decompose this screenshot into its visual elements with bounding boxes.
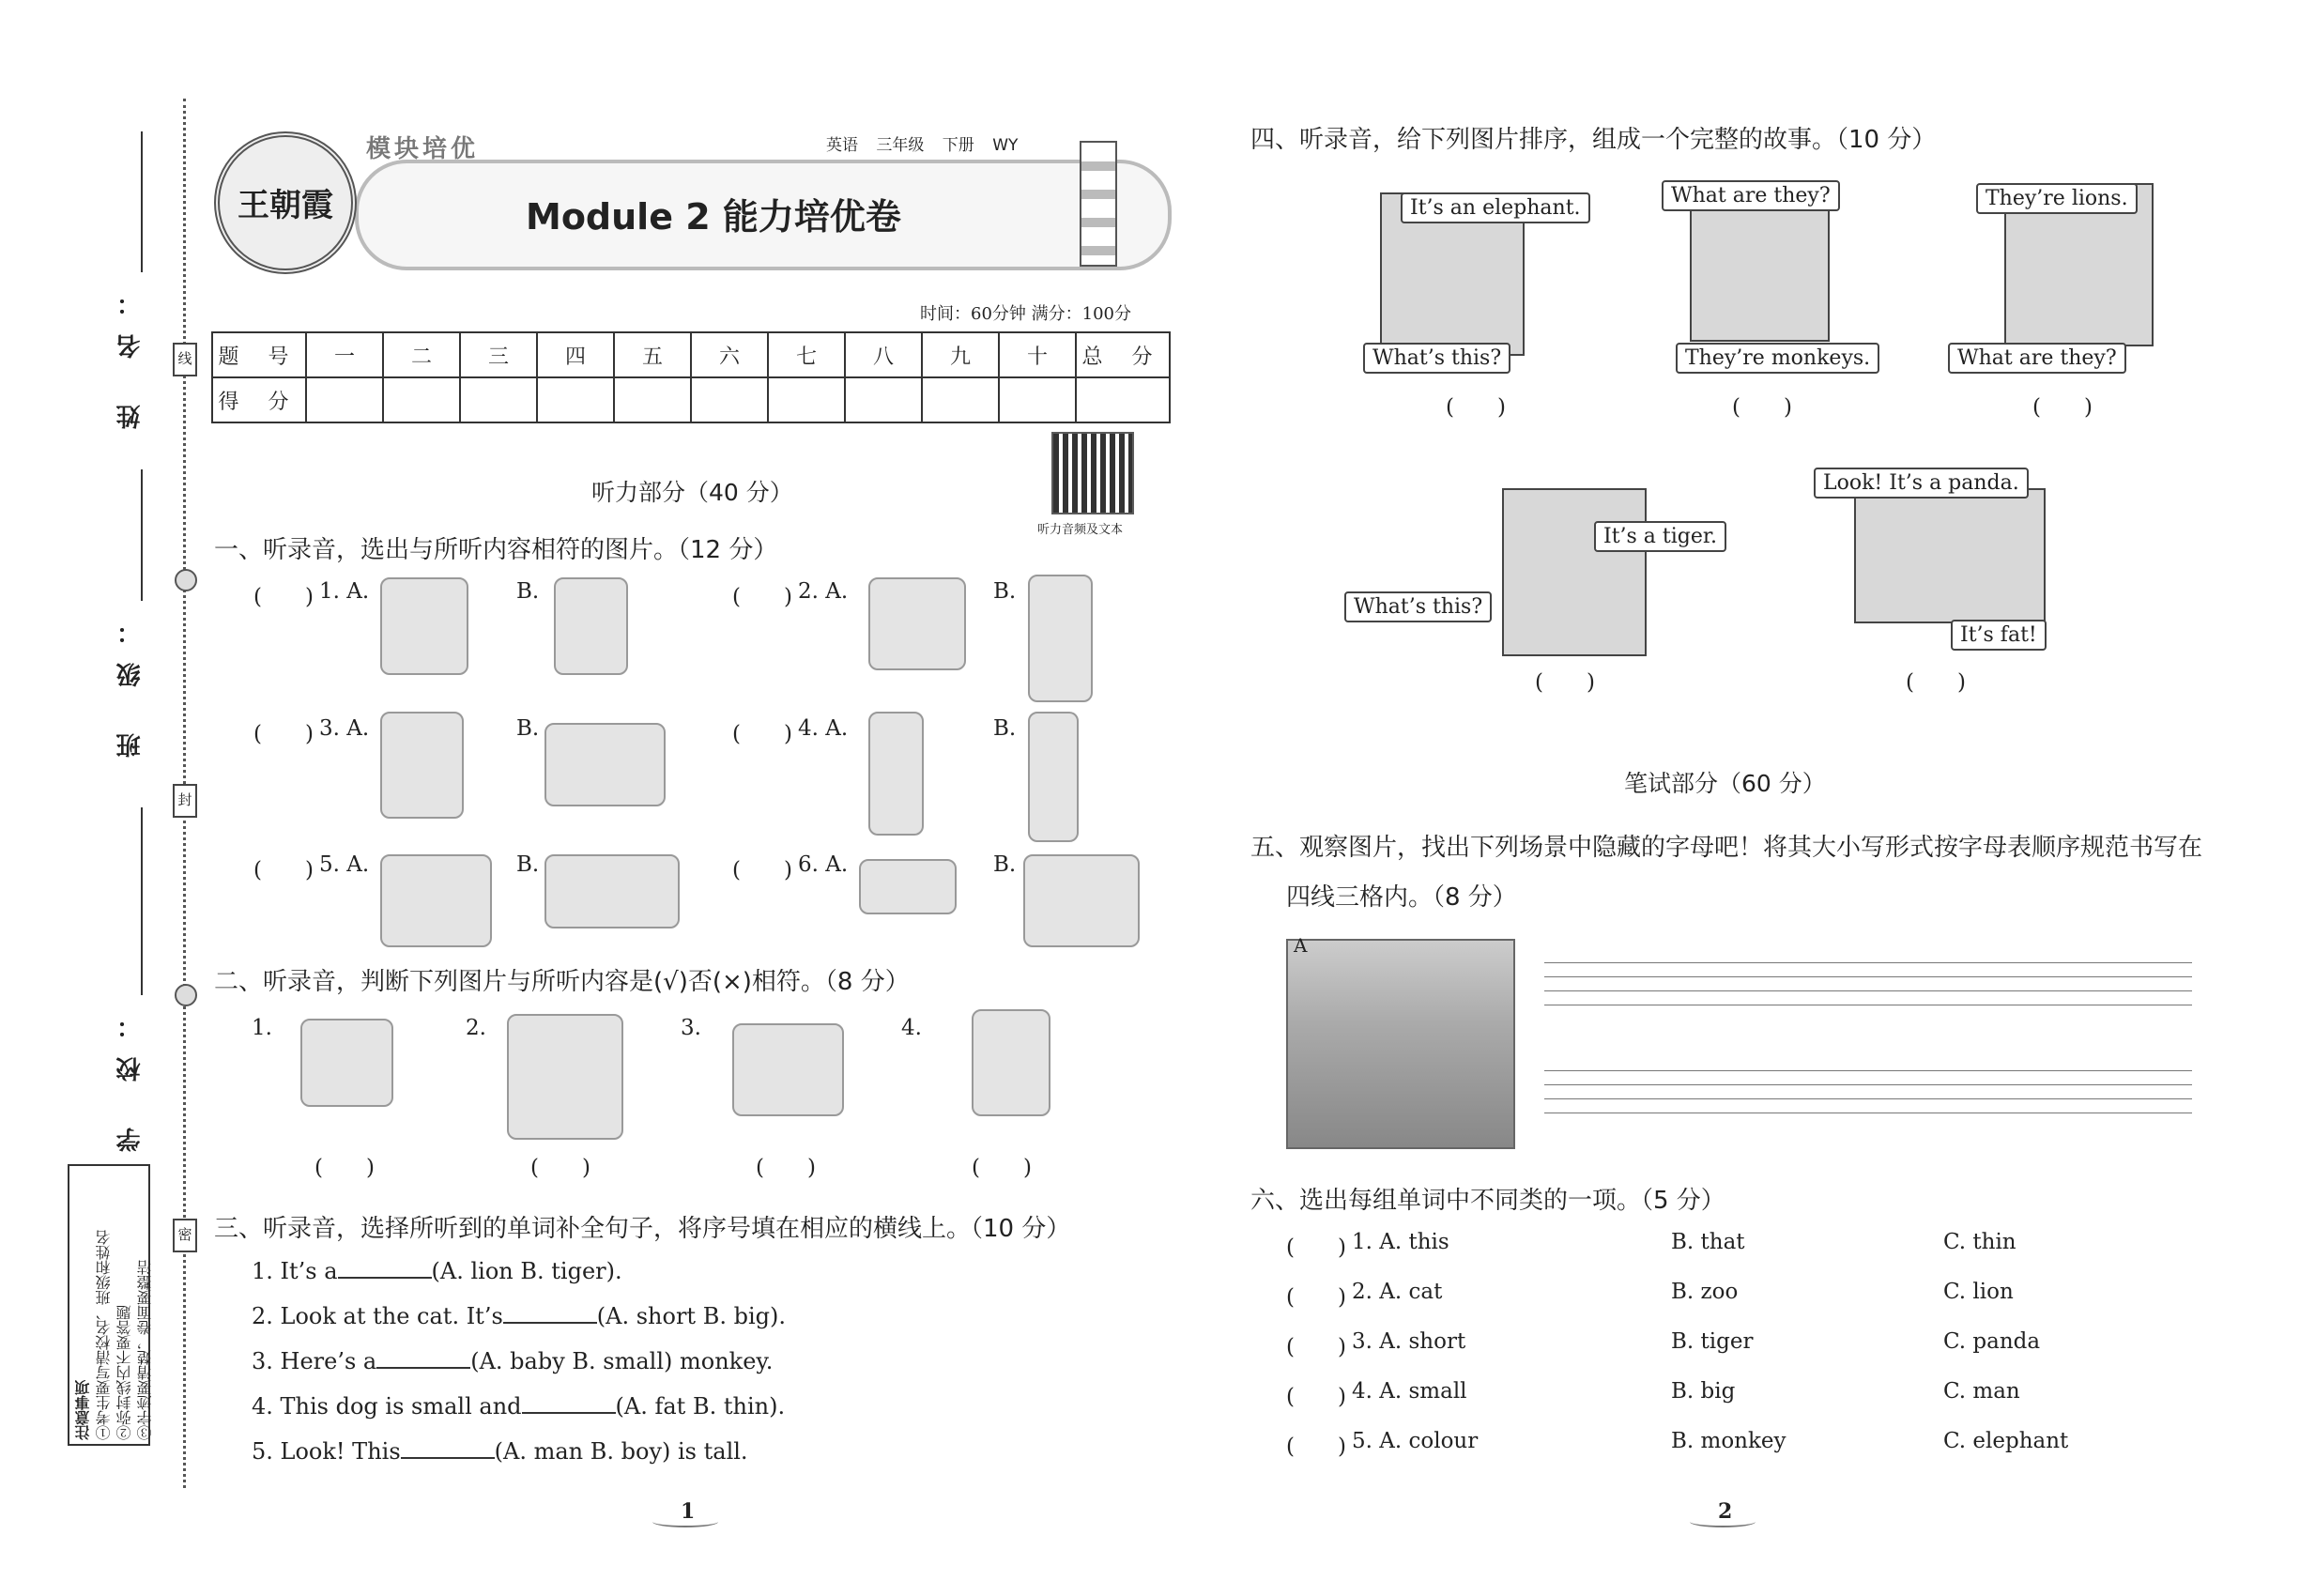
class-field[interactable] — [141, 469, 143, 601]
tiger-picture — [380, 712, 464, 819]
score-cell: 二 — [383, 332, 460, 377]
monkeys-picture — [732, 1023, 844, 1116]
option-c: C. lion — [1943, 1280, 2014, 1304]
answer-paren[interactable]: ( ) — [253, 722, 314, 746]
q1-heading: 一、听录音，选出与所听内容相符的图片。（12 分） — [214, 536, 778, 564]
mouse-picture — [859, 859, 957, 914]
option-b: B. tiger — [1671, 1329, 1754, 1354]
punch-hole-icon — [175, 569, 197, 591]
q2-item-number: 3. — [681, 1016, 701, 1040]
option-a: 4. A. small — [1352, 1379, 1467, 1404]
sentence-options: (A. man B. boy) is tall. — [494, 1438, 748, 1465]
answer-paren[interactable]: ( ) — [732, 722, 792, 746]
girl-picture — [868, 712, 924, 836]
sentence-options: (A. lion B. tiger). — [431, 1258, 622, 1284]
time-info: 时间：60分钟 满分：100分 — [920, 304, 1131, 324]
speech-bubble: Look! It’s a panda. — [1814, 468, 2029, 499]
q1-item-number: 4. A. — [798, 716, 849, 741]
q2-item-number: 1. — [252, 1016, 272, 1040]
speech-bubble: They’re monkeys. — [1676, 343, 1879, 374]
cut-mark-xian: 线 — [173, 343, 197, 376]
lighthouse-icon — [1080, 141, 1117, 267]
speech-bubble: It’s an elephant. — [1401, 192, 1590, 223]
q2-item-number: 2. — [466, 1016, 486, 1040]
monkey-picture — [554, 577, 628, 675]
option-b-label: B. — [993, 579, 1017, 604]
punch-hole-icon — [175, 984, 197, 1006]
answer-paren[interactable]: ( ) — [2032, 395, 2093, 420]
speech-bubble: It’s fat! — [1951, 620, 2047, 651]
sentence-options: (A. fat B. thin). — [615, 1393, 786, 1420]
man-picture — [1028, 712, 1079, 842]
answer-paren[interactable]: ( ) — [314, 1156, 375, 1180]
answer-blank[interactable] — [338, 1258, 432, 1279]
sentence-start: 2. Look at the cat. It’s — [252, 1303, 503, 1329]
module-tag: 模块培优 — [366, 135, 480, 163]
answer-blank[interactable] — [522, 1393, 616, 1414]
answer-paren[interactable]: ( ) — [1732, 395, 1792, 420]
name-field[interactable] — [141, 131, 143, 272]
exam-notes — [68, 1164, 154, 1446]
sentence — [252, 1258, 622, 1284]
notes-title: 注意事项 — [74, 1380, 92, 1440]
lion-picture — [544, 723, 666, 806]
q6-heading: 六、选出每组单词中不同类的一项。（5 分） — [1250, 1187, 1725, 1215]
option-b-label: B. — [516, 852, 540, 877]
score-cell: 五 — [614, 332, 691, 377]
q2-heading: 二、听录音，判断下列图片与所听内容是(√)否(×)相符。（8 分） — [214, 968, 910, 996]
park-gate-picture — [544, 854, 680, 928]
score-cell: 总 分 — [1076, 332, 1170, 377]
page-title: Module 2 能力培优卷 — [526, 196, 901, 238]
page-number: 2 — [1718, 1499, 1733, 1524]
option-c: C. man — [1943, 1379, 2020, 1404]
answer-paren[interactable]: ( ) — [1286, 1235, 1346, 1260]
speech-bubble: What are they? — [1662, 180, 1840, 211]
answer-paren[interactable]: ( ) — [1286, 1335, 1346, 1359]
option-c: C. thin — [1943, 1230, 2016, 1254]
answer-blank[interactable] — [503, 1303, 597, 1324]
hidden-letters-scene — [1286, 939, 1515, 1149]
score-cell: 七 — [768, 332, 845, 377]
score-input[interactable] — [537, 377, 614, 422]
sentence-start: 3. Here’s a — [252, 1348, 377, 1374]
answer-paren[interactable]: ( ) — [732, 858, 792, 882]
score-cell: 九 — [922, 332, 999, 377]
camel-picture — [1028, 575, 1093, 702]
brand-logo — [214, 131, 357, 274]
q1-item-number: 5. A. — [319, 852, 370, 877]
speech-bubble: They’re lions. — [1976, 183, 2138, 214]
score-cell: 四 — [537, 332, 614, 377]
option-c: C. panda — [1943, 1329, 2041, 1354]
option-b: B. big — [1671, 1379, 1736, 1404]
score-input[interactable] — [691, 377, 768, 422]
q1-item-number: 3. A. — [319, 716, 370, 741]
answer-blank[interactable] — [401, 1438, 495, 1459]
q5-heading-cont: 四线三格内。（8 分） — [1286, 883, 1517, 912]
score-input[interactable] — [306, 377, 383, 422]
option-b-label: B. — [993, 852, 1017, 877]
q4-heading: 四、听录音，给下列图片排序，组成一个完整的故事。（10 分） — [1250, 126, 1937, 154]
sentence — [252, 1393, 785, 1420]
sentence-start: 4. This dog is small and — [252, 1393, 522, 1420]
elephant-picture — [1023, 854, 1140, 947]
scene-letter: A — [1294, 934, 1308, 957]
option-b-label: B. — [516, 716, 540, 741]
score-input[interactable] — [460, 377, 537, 422]
score-cell: 六 — [691, 332, 768, 377]
q5-heading: 五、观察图片，找出下列场景中隐藏的字母吧！将其大小写形式按字母表顺序规范书写在 — [1250, 834, 2203, 862]
writing-title: 笔试部分（60 分） — [1624, 770, 1826, 797]
elephant-picture — [507, 1014, 623, 1140]
answer-paren[interactable]: ( ) — [253, 585, 314, 609]
speech-bubble: What’s this? — [1344, 591, 1492, 622]
score-input[interactable] — [1076, 377, 1170, 422]
story-picture-panda — [1854, 488, 2046, 623]
sentence — [252, 1348, 773, 1374]
score-cell: 八 — [845, 332, 922, 377]
option-b: B. monkey — [1671, 1429, 1786, 1453]
option-a: 5. A. colour — [1352, 1429, 1479, 1453]
score-cell: 十 — [999, 332, 1076, 377]
answer-paren[interactable]: ( ) — [530, 1156, 590, 1180]
cut-mark-mi: 密 — [173, 1219, 197, 1252]
sentence-options: (A. baby B. small) monkey. — [470, 1348, 774, 1374]
score-input[interactable] — [999, 377, 1076, 422]
sentence-start: 5. Look! This — [252, 1438, 401, 1465]
answer-paren[interactable]: ( ) — [253, 858, 314, 882]
score-cell: 一 — [306, 332, 383, 377]
book-meta: 英语 三年级 下册 WY — [826, 136, 1019, 155]
score-input[interactable] — [383, 377, 460, 422]
logo-text: 王朝霞 — [238, 187, 333, 224]
score-cell: 三 — [460, 332, 537, 377]
score-input[interactable] — [768, 377, 845, 422]
dog-picture — [300, 1019, 393, 1107]
note-item: ②弥封线内不要答题 — [115, 1305, 133, 1440]
page-number: 1 — [681, 1499, 696, 1524]
option-b: B. that — [1671, 1230, 1745, 1254]
speech-bubble: What’s this? — [1363, 343, 1510, 374]
score-cell: 题 号 — [212, 332, 306, 377]
answer-blank[interactable] — [376, 1348, 470, 1369]
q1-item-number: 2. A. — [798, 579, 849, 604]
score-input[interactable] — [922, 377, 999, 422]
four-line-grid[interactable] — [1544, 1070, 2192, 1113]
sentence — [252, 1438, 748, 1465]
answer-paren[interactable]: ( ) — [732, 585, 792, 609]
option-b-label: B. — [993, 716, 1017, 741]
sentence-options: (A. short B. big). — [596, 1303, 786, 1329]
score-input[interactable] — [614, 377, 691, 422]
score-table-score-row — [212, 377, 1170, 422]
q1-item-number: 1. A. — [319, 579, 370, 604]
answer-paren[interactable]: ( ) — [1906, 670, 1966, 695]
swirl-ornament — [652, 1516, 718, 1527]
sentence — [252, 1303, 786, 1329]
option-a: 3. A. short — [1352, 1329, 1466, 1354]
option-a: 2. A. cat — [1352, 1280, 1443, 1304]
class-label: 班 级： — [116, 601, 145, 759]
school-label: 学 校： — [116, 995, 145, 1153]
zoo-map-picture — [380, 854, 492, 947]
panda-picture — [380, 577, 468, 675]
boy-and-girl-picture — [972, 1009, 1050, 1116]
score-cell: 得 分 — [212, 377, 306, 422]
option-a: 1. A. this — [1352, 1230, 1449, 1254]
pig-picture — [868, 577, 966, 670]
school-field[interactable] — [141, 807, 143, 995]
option-b-label: B. — [516, 579, 540, 604]
q2-item-number: 4. — [901, 1016, 922, 1040]
q3-heading: 三、听录音，选择所听到的单词补全句子，将序号填在相应的横线上。（10 分） — [214, 1215, 1071, 1243]
answer-paren[interactable]: ( ) — [1286, 1385, 1346, 1409]
speech-bubble: It’s a tiger. — [1594, 521, 1726, 552]
sentence-start: 1. It’s a — [252, 1258, 338, 1284]
option-c: C. elephant — [1943, 1429, 2069, 1453]
score-table-header-row — [212, 332, 1170, 377]
listening-title: 听力部分（40 分） — [591, 479, 793, 506]
q1-item-number: 6. A. — [798, 852, 849, 877]
note-item: ③字迹要清楚，卷面要整洁 — [136, 1260, 154, 1440]
qr-caption: 听力音频及文本 — [1037, 523, 1124, 537]
answer-paren[interactable]: ( ) — [1286, 1285, 1346, 1310]
story-picture-tiger — [1502, 488, 1647, 656]
swirl-ornament — [1690, 1516, 1756, 1527]
option-b: B. zoo — [1671, 1280, 1739, 1304]
answer-paren[interactable]: ( ) — [1446, 395, 1506, 420]
name-label: 姓 名： — [116, 272, 145, 430]
four-line-grid[interactable] — [1544, 962, 2192, 1005]
answer-paren[interactable]: ( ) — [1286, 1435, 1346, 1459]
note-item: ①考生要写清校名、班级和姓名 — [95, 1230, 113, 1440]
answer-paren[interactable]: ( ) — [1535, 670, 1595, 695]
score-table — [211, 331, 1171, 423]
score-input[interactable] — [845, 377, 922, 422]
qr-code-icon[interactable] — [1051, 432, 1134, 514]
answer-paren[interactable]: ( ) — [756, 1156, 816, 1180]
story-picture-monkeys — [1690, 207, 1830, 342]
cut-mark-feng: 封 — [173, 784, 197, 818]
speech-bubble: What are they? — [1948, 343, 2126, 374]
answer-paren[interactable]: ( ) — [972, 1156, 1032, 1180]
